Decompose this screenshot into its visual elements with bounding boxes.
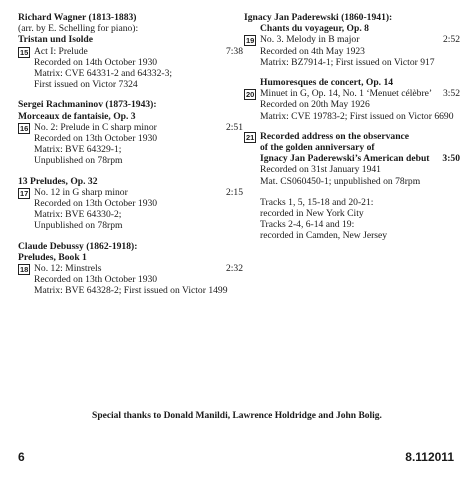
- track-number: 16: [20, 123, 29, 133]
- track-title: No. 12 in G sharp minor: [34, 186, 128, 198]
- track-title: Act I: Prelude: [34, 45, 88, 57]
- track-number: 21: [246, 132, 255, 142]
- track-duration: 2:52: [442, 34, 460, 46]
- recording-detail: Recorded on 31st January 1941: [260, 164, 381, 176]
- location-note: Tracks 2-4, 6-14 and 19:: [260, 219, 355, 231]
- paderewski-entry-1: [244, 12, 460, 68]
- composer-heading: Claude Debussy (1862-1918):: [18, 240, 138, 252]
- track-number: 17: [20, 188, 29, 198]
- recording-locations: [260, 197, 460, 242]
- left-column: [18, 12, 243, 306]
- catalogue-number: 8.112011: [405, 450, 454, 464]
- track-duration: 2:15: [225, 186, 243, 198]
- track-duration: 3:52: [442, 88, 460, 100]
- matrix-detail: Matrix: BVE 64330-2;: [34, 209, 122, 221]
- location-note: recorded in New York City: [260, 208, 364, 220]
- track-number: 19: [246, 36, 255, 46]
- location-note: recorded in Camden, New Jersey: [260, 230, 388, 242]
- work-title: Tristan und Isolde: [18, 34, 93, 46]
- track-title: No. 2: Prelude in C sharp minor: [34, 121, 157, 133]
- recording-detail: Recorded on 14th October 1930: [34, 56, 158, 68]
- debussy-entry: [18, 241, 243, 297]
- track-duration: 3:50: [442, 153, 460, 165]
- track-duration: 2:32: [225, 263, 243, 275]
- recording-detail: Recorded on 20th May 1926: [260, 99, 370, 111]
- work-title: Chants du voyageur, Op. 8: [260, 23, 369, 35]
- issue-detail: Unpublished on 78rpm: [34, 155, 123, 167]
- track-number: 15: [20, 47, 29, 57]
- track-number: 18: [20, 265, 29, 275]
- location-note: Tracks 1, 5, 15-18 and 20-21:: [260, 196, 374, 208]
- matrix-detail: Matrix: BZ7914-1; First issued on Victor 917: [260, 56, 435, 68]
- matrix-detail: Matrix: CVE 19783-2; First issued on Victor 6690: [260, 110, 454, 122]
- address-title-line: of the golden anniversary of: [260, 142, 375, 154]
- recording-detail: Recorded on 13th October 1930: [34, 274, 158, 286]
- recording-detail: Recorded on 13th October 1930: [34, 198, 158, 210]
- matrix-detail: Mat. CS060450-1; unpublished on 78rpm: [260, 175, 421, 187]
- track-duration: 2:51: [225, 121, 243, 133]
- composer-heading: Richard Wagner (1813-1883): [18, 12, 137, 23]
- right-column: [244, 12, 460, 251]
- matrix-detail: Matrix: CVE 64331-2 and 64332-3;: [34, 68, 173, 80]
- track-title: No. 12: Minstrels: [34, 263, 102, 275]
- work-title: Preludes, Book 1: [18, 251, 87, 263]
- track-duration: 7:38: [225, 45, 243, 57]
- composer-heading: Sergei Rachmaninov (1873-1943):: [18, 99, 157, 111]
- track-title: No. 3. Melody in B major: [260, 34, 360, 46]
- track-title: Minuet in G, Op. 14, No. 1 ‘Menuet célèbre’: [260, 88, 433, 100]
- paderewski-entry-2: [244, 77, 460, 122]
- work-title: Humoresques de concert, Op. 14: [260, 77, 394, 89]
- address-title-line: Recorded address on the observance: [260, 130, 410, 142]
- recording-detail: Recorded on 13th October 1930: [34, 133, 158, 145]
- work-title: 13 Preludes, Op. 32: [18, 175, 98, 187]
- issue-detail: Unpublished on 78rpm: [34, 220, 123, 232]
- issue-detail: First issued on Victor 7324: [34, 79, 138, 91]
- acknowledgements: Special thanks to Donald Manildi, Lawrence Holdridge and John Bolig.: [92, 411, 382, 421]
- rachmaninov-entry-2: [18, 176, 243, 232]
- arrangement-note: (arr. by E. Schelling for piano):: [18, 23, 139, 35]
- matrix-detail: Matrix: BVE 64328-2; First issued on Victor 1499: [34, 285, 228, 297]
- track-number: 20: [246, 90, 255, 100]
- page-number: 6: [18, 450, 25, 464]
- wagner-entry: [18, 12, 243, 90]
- recording-detail: Recorded on 4th May 1923: [260, 45, 365, 57]
- rachmaninov-entry-1: [18, 99, 243, 166]
- address-entry: [244, 131, 460, 242]
- composer-heading: Ignacy Jan Paderewski (1860-1941):: [244, 12, 393, 23]
- work-title: Morceaux de fantaisie, Op. 3: [18, 110, 136, 122]
- address-title-line: Ignacy Jan Paderewski’s American debut: [260, 153, 430, 165]
- matrix-detail: Matrix: BVE 64329-1;: [34, 144, 122, 156]
